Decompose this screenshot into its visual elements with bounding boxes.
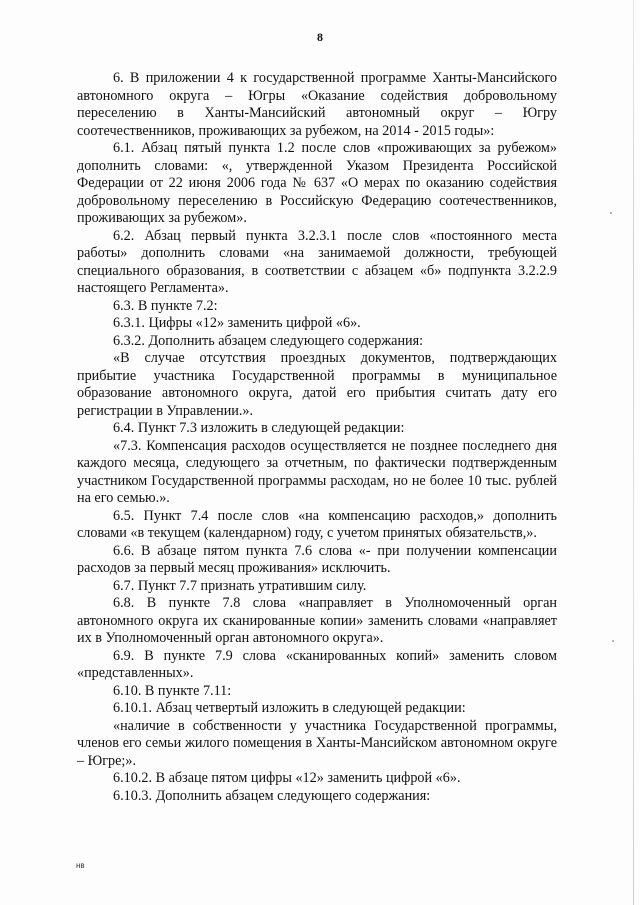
scan-speck <box>610 212 612 214</box>
quoted-paragraph-ownership: «наличие в собственности у участника Государственной программы, членов его семьи жилого помещения в Ханты-Мансийском автономном округе – Югре;». <box>77 717 557 769</box>
document-body <box>77 70 557 805</box>
paragraph-6-5: 6.5. Пункт 7.4 после слов «на компенсацию расходов,» дополнить словами «в текущем (календарном) году, с учетом принятых обязательств,». <box>77 507 557 541</box>
quoted-paragraph-arrival: «В случае отсутствия проездных документов, подтверждающих прибытие участника Государственной программы в муниципальное образование автономного округа, датой его прибытия считать дату его регистрации в Управлении.». <box>77 350 557 419</box>
paragraph-6-3-1: 6.3.1. Цифры «12» заменить цифрой «6». <box>113 315 361 331</box>
paragraph-6-10: 6.10. В пункте 7.11: <box>113 682 232 699</box>
scan-edge-line <box>633 0 634 905</box>
footer-initials: нв <box>76 861 85 870</box>
page-number: 8 <box>317 30 323 44</box>
scan-speck <box>612 640 614 642</box>
paragraph-6: 6. В приложении 4 к государственной программе Ханты-Мансийского автономного округа – Югры «Оказание содействия добровольному переселению в Ханты-Мансийский автономный округ – Югру соотечественников, проживающих за рубежом, на 2014 - 2015 годы»: <box>77 70 557 139</box>
paragraph-6-10-2: 6.10.2. В абзаце пятом цифры «12» заменить цифрой «6». <box>113 770 461 786</box>
paragraph-6-7: 6.7. Пункт 7.7 признать утратившим силу. <box>113 577 367 594</box>
paragraph-6-1: 6.1. Абзац пятый пункта 1.2 после слов «проживающих за рубежом» дополнить словами: «, утвержденной Указом Президента Российской Федерации от 22 июня 2006 года № 637 «О мерах по оказанию содействия добровольному переселению в Российскую Федерацию соотечественников, проживающих за рубежом». <box>77 140 557 226</box>
paragraph-6-3: 6.3. В пункте 7.2: <box>113 297 218 314</box>
paragraph-6-9: 6.9. В пункте 7.9 слова «сканированных копий» заменить словом «представленных». <box>77 647 557 681</box>
paragraph-6-6: 6.6. В абзаце пятом пункта 7.6 слова «- при получении компенсации расходов за первый месяц проживания» исключить. <box>77 542 557 576</box>
paragraph-6-10-3: 6.10.3. Дополнить абзацем следующего содержания: <box>113 787 431 804</box>
paragraph-6-10-1: 6.10.1. Абзац четвертый изложить в следующей редакции: <box>113 700 466 716</box>
paragraph-6-4: 6.4. Пункт 7.3 изложить в следующей редакции: <box>113 420 405 436</box>
paragraph-6-3-2: 6.3.2. Дополнить абзацем следующего содержания: <box>113 332 424 349</box>
paragraph-6-8: 6.8. В пункте 7.8 слова «направляет в Уполномоченный орган автономного округа их сканированные копии» заменить словами «направляет их в Уполномоченный орган автономного округа». <box>77 595 557 646</box>
quoted-paragraph-7-3: «7.3. Компенсация расходов осуществляется не позднее последнего дня каждого месяца, следующего за отчетным, по фактически подтвержденным участником Государственной программы расходам, но не более 10 тыс. рублей на его семью.». <box>77 437 557 506</box>
paragraph-6-2: 6.2. Абзац первый пункта 3.2.3.1 после слов «постоянного места работы» дополнить словами «на занимаемой должности, требующей специального образования, в соответствии с абзацем «б» подпункта 3.2.2.9 настоящего Регламента». <box>77 227 557 296</box>
